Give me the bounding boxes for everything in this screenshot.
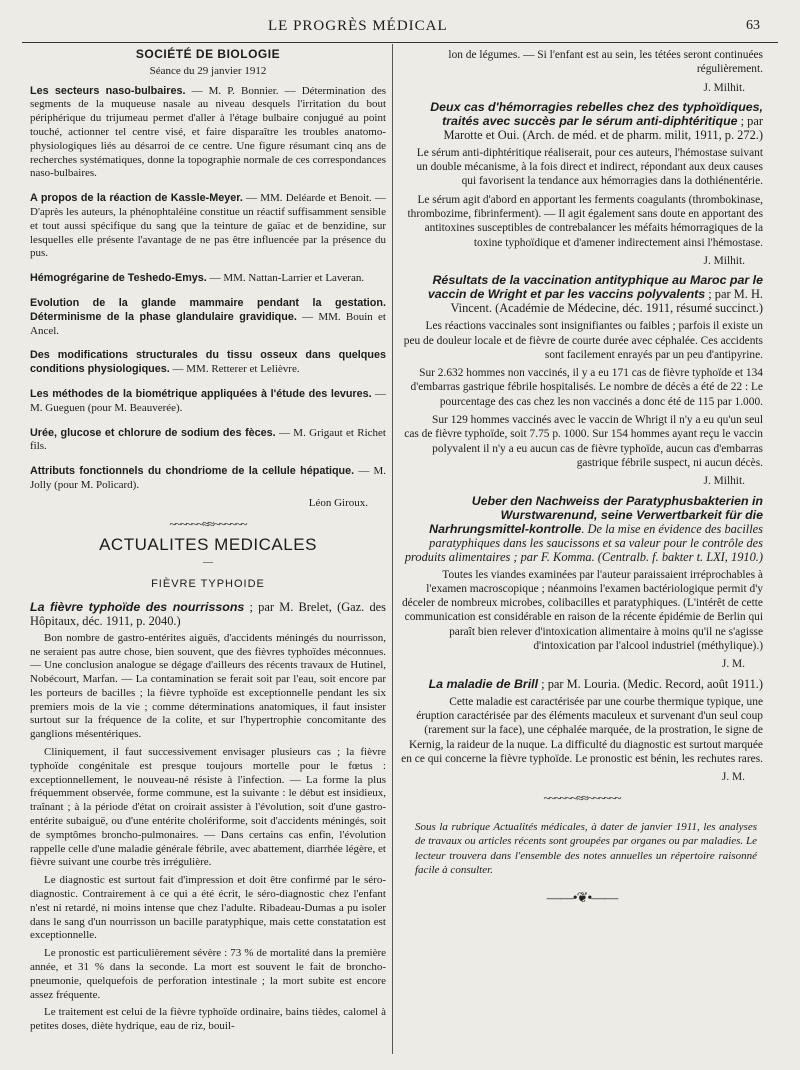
wave-ornament: ~~~~~~≈≈~~~~~~ [169,516,247,531]
society-item: Evolution de la glande mammaire pendant la gestation. Déterminisme de la phase glandulaire gravidique. — MM. Bouin et Ancel. [30,296,386,337]
journal-title: LE PROGRÈS MÉDICAL [268,18,448,34]
editorial-note: Sous la rubrique Actualités médicales, à dater de janvier 1911, les analyses de travaux ou articles récents sont groupées par organes ou par maladies. Le lecteur trouvera dans l'ensemble des notes annuelles un répertoire raisonné facile à consulter. [415,820,757,877]
signature: J. M. [721,658,745,671]
signature: J. Milhit. [703,81,745,94]
paragraph: Le traitement est celui de la fièvre typhoïde ordinaire, bains tièdes, calomel à petites doses, diète hydrique, eau de riz, bouil- [30,1006,386,1033]
page-header [0,18,800,40]
article-heading: La fièvre typhoïde des nourrissons ; par M. Brelet, (Gaz. des Hôpitaux, déc. 1911, p. 2040.) [30,599,386,628]
seance-date: Séance du 29 janvier 1912 [149,64,267,77]
header-rule [22,42,778,43]
paragraph: Cette maladie est caractérisée par une courbe thermique typique, une éruption caractérisée par des éléments maculeux et survenant d'un seul coup (rarement sur la face), une céphalée marquée, de la prostration, le signe de Kernig, la raideur de la nuque. La difficulté du diagnostic est surtout marquée en ce qui concerne la fièvre typhoïde. Le pronostic est bénin, les rechutes rares. [401,695,763,765]
continuation: lon de légumes. — Si l'enfant est au sein, les tétées seront continuées régulièrement. [448,49,763,76]
fievre-title: FIÈVRE TYPHOIDE [151,577,265,590]
society-item: Des modifications structurales du tissu osseux dans quelques conditions physiologiques. — MM. Retterer et Lelièvre. [30,349,386,376]
paragraph: Cliniquement, il faut successivement envisager plusieurs cas ; la fièvre typhoïde congénitale est presque toujours mortelle pour le fœtus : exceptionnellement, le nouveau-né résiste à l'infection. — La forme la plus fréquemment observée, forme commune, est la suivante : le début est insidieux, traînant ; à la période d'état on croirait assister à l'évolution, soit d'une gastro-entérite subaiguë, ou d'une entérite cholériforme, soit d'accidents méningés, soit de symptômes broncho-pulmonaires. — Dans certains cas enfin, l'évolution rappelle celle d'une maladie générale fébrile, avec abattement, diarrhée légère, et fièvre suivant une courbe très irrégulière. [30,746,386,869]
article-heading: Ueber den Nachweiss der Paratyphusbakterien in Wurstwarenund, seine Verwertbarkeit für die Narhrungsmittel-kontrolle. De la mise en évidence des bacilles paratyphiques dans les saucissons et sa valeur pour le contrôle des produits alimentaires ; par F. Komma. (Centralb. f. bakter t. LXI, 1910.) [404,493,763,564]
page-number: 63 [746,18,760,33]
dash-ornament: — [203,557,213,569]
fleuron-ornament: ——•❦•—— [546,890,618,906]
right-column [401,48,763,913]
wave-ornament: ~~~~~~≈≈~~~~~~ [543,791,621,806]
society-item: Les secteurs naso-bulbaires. — M. P. Bonnier. — Détermination des segments de la muqueuse nasale au niveau desquels l'irritation du bout périphérique du trijumeau permet d'aller à l'étage bulbaire conjugué au point touché, actionner tel centre visé, et faire disparaître les troubles anatomo-physiologiques liés au désarroi de ce centre. Une figure résumant cinq ans de recherches systématiques, donne la topographie normale de ces correspondances naso-bulbaires. [30,84,386,180]
column-divider [392,44,393,1054]
paragraph: Le sérum agit d'abord en apportant les ferments coagulants (thrombokinase, thrombozime, fibrinferment). — Il agit également sans doute en apportant des antitoxines susceptibles de contrebalancer les méfaits hémorragiques de la toxine typhoïdique et d'amener indirectement ainsi l'hémostase. [407,193,763,249]
paragraph: Sur 2.632 hommes non vaccinés, il y a eu 171 cas de fièvre typhoïde et 134 d'embarras gastrique fébrile hospitalisés. Le nombre de décès a été de 22 : Le pourcentage des cas chez les non vaccinés a donc été de 115 par 1.000. [410,367,763,408]
paragraph: Les réactions vaccinales sont insignifiantes ou faibles ; parfois il existe un peu de douleur locale et de fièvre de courte durée avec céphalée. Ces accidents sont facilement enrayés par un peu d'antipyrine. [403,320,763,361]
society-item: Urée, glucose et chlorure de sodium des fèces. — M. Grigaut et Richet fils. [30,426,386,453]
article-heading: La maladie de Brill ; par M. Louria. (Medic. Record, août 1911.) [428,676,763,691]
signature: Léon Giroux. [308,496,368,509]
article-heading: Deux cas d'hémorragies rebelles chez des typhoïdiques, traités avec succès par le sérum anti-diphtéritique ; par Marotte et Oui. (Arch. de méd. et de pharm. milit, 1911, p. 272.) [430,99,763,142]
paragraph: Bon nombre de gastro-entérites aiguës, d'accidents méningés du nourrisson, ne seraient pas autre chose, bien souvent, que des fièvres typhoïdes méconnues. — Une conclusion analogue se dégage d'ailleurs des récents travaux de Hutinel, Nobécourt, Marfan. — La contamination se ferait soit par l'eau, soit encore par les porteurs de bacilles ; la fièvre typhoïde est exceptionnelle pendant les six premiers mois de la vie ; comme déterminations anatomiques, il faut insister surtout sur la fréquence de la colite, et sur l'hypertrophie concomitante des ganglions mésentériques. [30,631,386,741]
signature: J. M. [721,771,745,784]
paragraph: Le diagnostic est surtout fait d'impression et doit être confirmé par le séro-diagnostic. Contrairement à ce qui a été écrit, le séro-diagnostic chez l'enfant n'est ni retardé, ni moins intense que chez l'adulte. Ribadeau-Dumas a pu isoler dans le sang d'un nourrisson un bacille paratyphique, mais cette constatation est exceptionnelle. [30,874,386,942]
article-heading: Résultats de la vaccination antityphique au Maroc par le vaccin de Wright et par les vaccins polyvalents ; par M. H. Vincent. (Académie de Médecine, déc. 1911, résumé succinct.) [427,273,763,316]
society-item: Les méthodes de la biométrique appliquées à l'étude des levures. — M. Gueguen (pour M. Beauverée). [30,387,386,414]
society-title: SOCIÉTÉ DE BIOLOGIE [135,47,281,61]
paragraph: Le pronostic est particulièrement sévère : 73 % de mortalité dans la première année, et 31 % dans la seconde. La mort est souvent le fait de broncho-pneumonie, quelquefois de perforation intestinale ; la mort subite est encore assez fréquente. [30,947,386,1001]
signature: J. Milhit. [703,475,745,488]
society-item: Attributs fonctionnels du chondriome de la cellule hépatique. — M. Jolly (pour M. Policard). [30,465,387,491]
paragraph: Toutes les viandes examinées par l'auteur paraissaient irréprochables à l'examen macroscopique ; néanmoins l'examen bactériologique permit d'y déceler de nombreux microbes, colibacilles et paratyphiques. (L'intérêt de cette communication est considérable en raison de la récente épidémie de Berlin qui paraît bien relever d'intoxication alimentaire à moins qu'il ne s'agisse d'intoxication par l'alcool industriel (méthylique).) [401,568,763,653]
society-item: Hémogrégarine de Teshedo-Emys. — MM. Nattan-Larrier et Laveran. [30,272,365,285]
society-item: A propos de la réaction de Kassle-Meyer. — MM. Deléarde et Benoit. — D'après les auteurs, la phénophtaléine constitue un réactif suffisamment sensible et tout aussi spécifique du sang que la teinture de gaïac et de benzidine, sur lesquelles elle présente l'avantage de ne pas être influencée par la présence du pus. [30,192,386,260]
paragraph: Sur 129 hommes vaccinés avec le vaccin de Whrigt il n'y a eu qu'un seul cas de fièvre typhoïde, soit 7.75 p. 1000. Sur 154 hommes ayant reçu le vaccin polyvalent il n'y a eu aucun cas de fièvre typhoïde, aucun cas d'embarras gastrique fébrile suspect, ni aucun décès. [404,414,763,469]
paragraph: Le sérum anti-diphtéritique réaliserait, pour ces auteurs, l'hémostase suivant un double mécanisme, à la fois direct et indirect, répondant aux deux causes qui favorisent la tendance aux hémorragies dans la dothiénentérie. [416,146,763,188]
signature: J. Milhit. [703,254,745,267]
actualites-title: ACTUALITES MEDICALES [99,535,317,555]
left-column [30,48,386,1038]
